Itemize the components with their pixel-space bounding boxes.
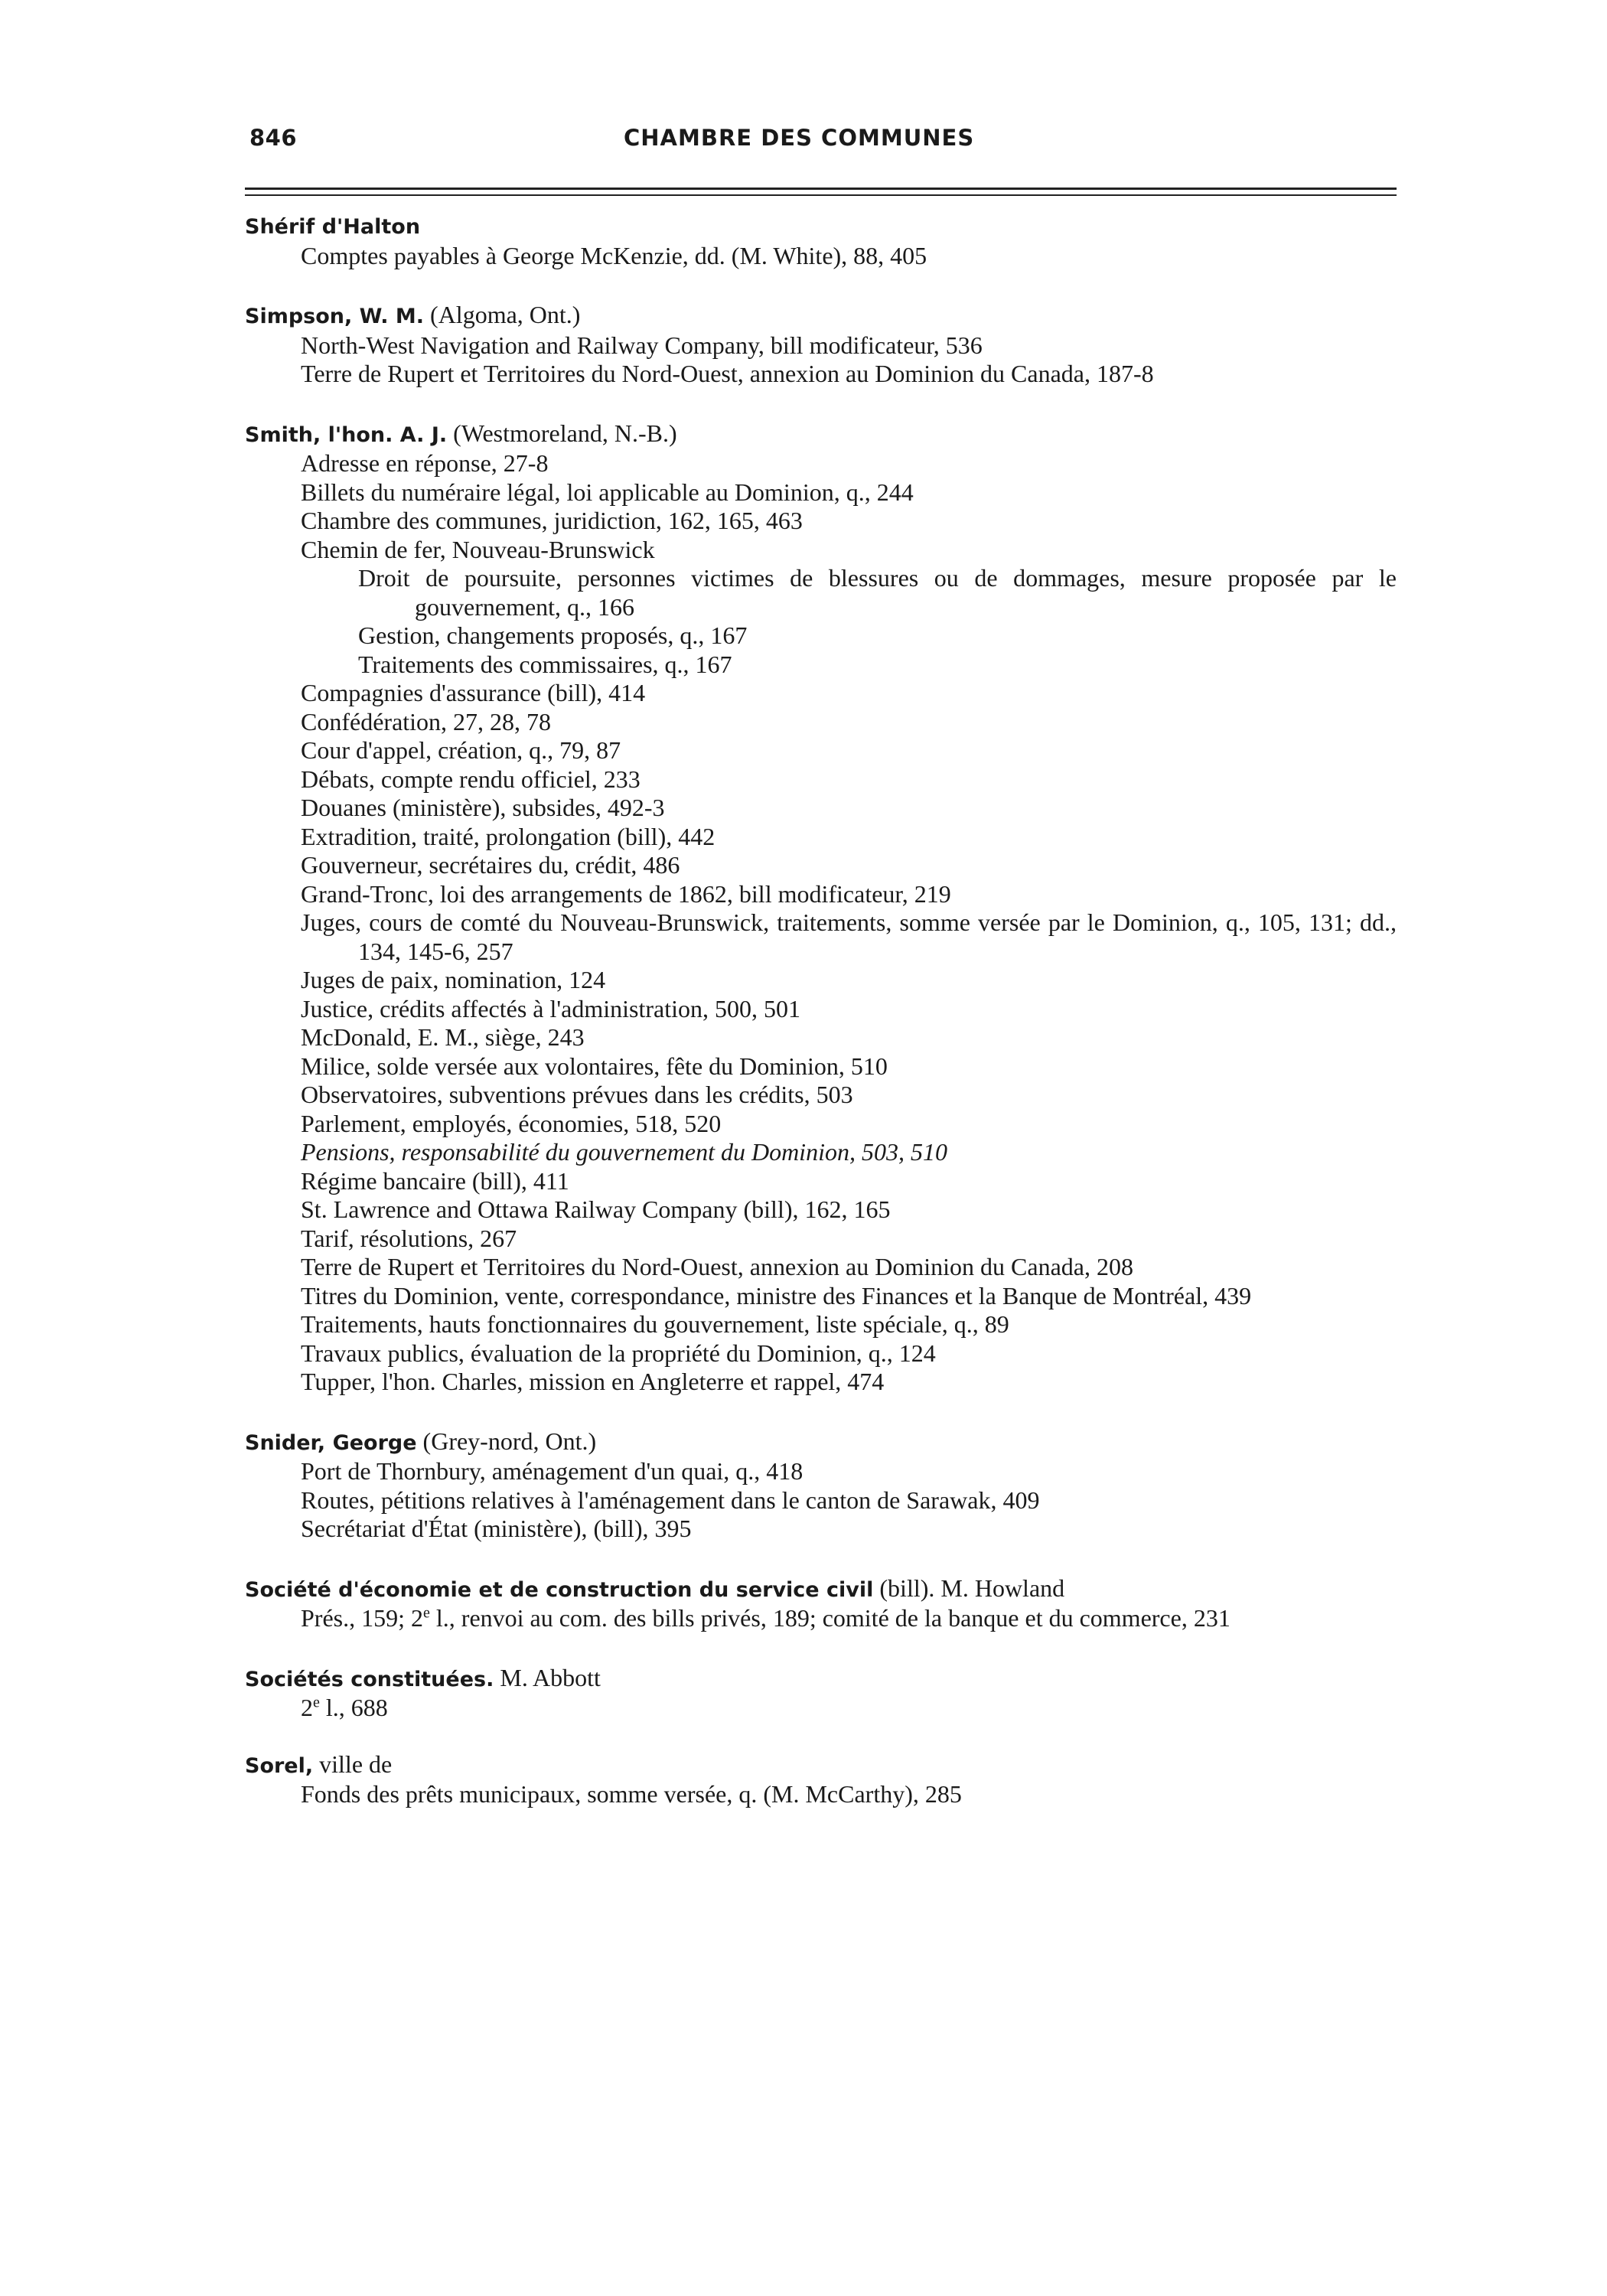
entry-item-text: 2 (301, 1694, 313, 1721)
entry-item: Justice, crédits affectés à l'administration, 500, 501 (301, 994, 800, 1022)
entry-item: Traitements, hauts fonctionnaires du gouvernement, liste spéciale, q., 89 (301, 1310, 1009, 1338)
entry-item: Observatoires, subventions prévues dans les crédits, 503 (301, 1081, 853, 1108)
entry-item: Douanes (ministère), subsides, 492-3 (301, 794, 665, 821)
entry-heading-detail: (Algoma, Ont.) (424, 301, 581, 328)
entry-item: Travaux publics, évaluation de la propriété du Dominion, q., 124 (301, 1339, 936, 1367)
entry-item-italic: Pensions, responsabilité du gouvernement du Dominion, 503, 510 (301, 1138, 947, 1166)
entry-heading (245, 301, 1397, 331)
entry-item: Juges de paix, nomination, 124 (301, 966, 606, 993)
index-content (245, 211, 1397, 1840)
entry-item: Parlement, employés, économies, 518, 520 (301, 1109, 722, 1137)
entry-heading (245, 1427, 1397, 1458)
index-entry-sherif-halton (245, 211, 1397, 270)
entry-heading-name: Société d'économie et de construction du service civil (245, 1577, 874, 1602)
entry-item (245, 1694, 1397, 1723)
entry-item: Cour d'appel, création, q., 79, 87 (301, 736, 621, 764)
entry-item-text: l., renvoi au com. des bills privés, 189; comité de la banque et du commerce, 231 (429, 1604, 1231, 1632)
entry-item: Comptes payables à George McKenzie, dd. (M. White), 88, 405 (301, 241, 927, 269)
entry-heading-name: Sociétés constituées. (245, 1667, 494, 1691)
entry-item: Port de Thornbury, aménagement d'un quai, q., 418 (301, 1457, 804, 1485)
entry-heading (245, 211, 1397, 242)
ordinal-superscript: e (423, 1604, 430, 1622)
entry-heading-name: Snider, George (245, 1430, 417, 1455)
entry-item: Gouverneur, secrétaires du, crédit, 486 (301, 851, 680, 879)
entry-item-text: l., 688 (319, 1694, 388, 1721)
entry-item: Confédération, 27, 28, 78 (301, 707, 552, 735)
entry-heading-name: Simpson, W. M. (245, 305, 425, 328)
entry-heading-detail: M. Abbott (494, 1663, 601, 1691)
page-title: CHAMBRE DES COMMUNES (624, 125, 975, 151)
entry-heading (245, 1750, 1397, 1781)
entry-item: Terre de Rupert et Territoires du Nord-Ouest, annexion au Dominion du Canada, 187-8 (301, 360, 1154, 387)
entry-item: Fonds des prêts municipaux, somme versée, q. (M. McCarthy), 285 (301, 1780, 962, 1808)
index-entry-societes-constituees (245, 1664, 1397, 1723)
index-entry-sorel (245, 1750, 1397, 1809)
entry-item: North-West Navigation and Railway Company, bill modificateur, 536 (301, 331, 983, 359)
entry-item: Chemin de fer, Nouveau-Brunswick (301, 535, 655, 563)
entry-item: McDonald, E. M., siège, 243 (301, 1023, 585, 1051)
entry-heading-detail: (bill). M. Howland (873, 1574, 1065, 1602)
entry-item: Régime bancaire (bill), 411 (301, 1166, 569, 1195)
entry-item: Tupper, l'hon. Charles, mission en Angleterre et rappel, 474 (301, 1368, 885, 1395)
entry-heading-name: Smith, l'hon. A. J. (245, 422, 448, 447)
entry-item: Milice, solde versée aux volontaires, fête du Dominion, 510 (301, 1052, 888, 1080)
header-rule-bottom (245, 194, 1397, 196)
entry-item: Juges, cours de comté du Nouveau-Brunswick, traitements, somme versée par le Dominion, q., 105, 131; dd., 134, 145-6, 257 (301, 908, 1397, 965)
entry-heading-detail: ville de (313, 1750, 393, 1778)
entry-heading (245, 419, 1397, 450)
entry-item: Chambre des communes, juridiction, 162, 165, 463 (301, 507, 803, 534)
entry-subitem: Droit de poursuite, personnes victimes de blessures ou de dommages, mesure proposée par le gouvernement, q., 166 (358, 564, 1397, 621)
index-entry-societe-economie (245, 1574, 1397, 1633)
entry-heading-detail: (Grey-nord, Ont.) (416, 1427, 597, 1455)
ordinal-superscript: e (313, 1694, 320, 1711)
entry-item: Adresse en réponse, 27-8 (301, 449, 549, 477)
entry-heading-name: Shérif d'Halton (245, 215, 421, 239)
index-entry-snider (245, 1427, 1397, 1544)
entry-subitem: Gestion, changements proposés, q., 167 (358, 621, 748, 649)
index-entry-smith (245, 419, 1397, 1397)
entry-item: Routes, pétitions relatives à l'aménagement dans le canton de Sarawak, 409 (301, 1486, 1040, 1514)
index-entry-simpson (245, 301, 1397, 389)
entry-item: Compagnies d'assurance (bill), 414 (301, 679, 646, 706)
entry-item: Titres du Dominion, vente, correspondance, ministre des Finances et la Banque de Montréal, 439 (301, 1281, 1252, 1309)
entry-item: Extradition, traité, prolongation (bill), 442 (301, 822, 715, 850)
page-number: 846 (249, 125, 298, 151)
header-rule-top (245, 188, 1397, 190)
entry-subitem: Traitements des commissaires, q., 167 (358, 650, 732, 678)
entry-item: Grand-Tronc, loi des arrangements de 1862, bill modificateur, 219 (301, 879, 951, 908)
entry-item: Tarif, résolutions, 267 (301, 1224, 517, 1252)
entry-heading (245, 1664, 1397, 1694)
entry-item (245, 1604, 1397, 1633)
entry-item: Billets du numéraire légal, loi applicable au Dominion, q., 244 (301, 478, 914, 506)
entry-item: Terre de Rupert et Territoires du Nord-Ouest, annexion au Dominion du Canada, 208 (301, 1253, 1133, 1280)
entry-heading-detail: (Westmoreland, N.-B.) (447, 419, 677, 447)
entry-item-text: Prés., 159; 2 (301, 1604, 423, 1632)
entry-item: St. Lawrence and Ottawa Railway Company (bill), 162, 165 (301, 1195, 891, 1223)
entry-heading (245, 1574, 1397, 1605)
entry-item: Débats, compte rendu officiel, 233 (301, 765, 641, 793)
entry-heading-name: Sorel, (245, 1753, 314, 1778)
entry-item: Secrétariat d'État (ministère), (bill), 395 (301, 1515, 692, 1542)
